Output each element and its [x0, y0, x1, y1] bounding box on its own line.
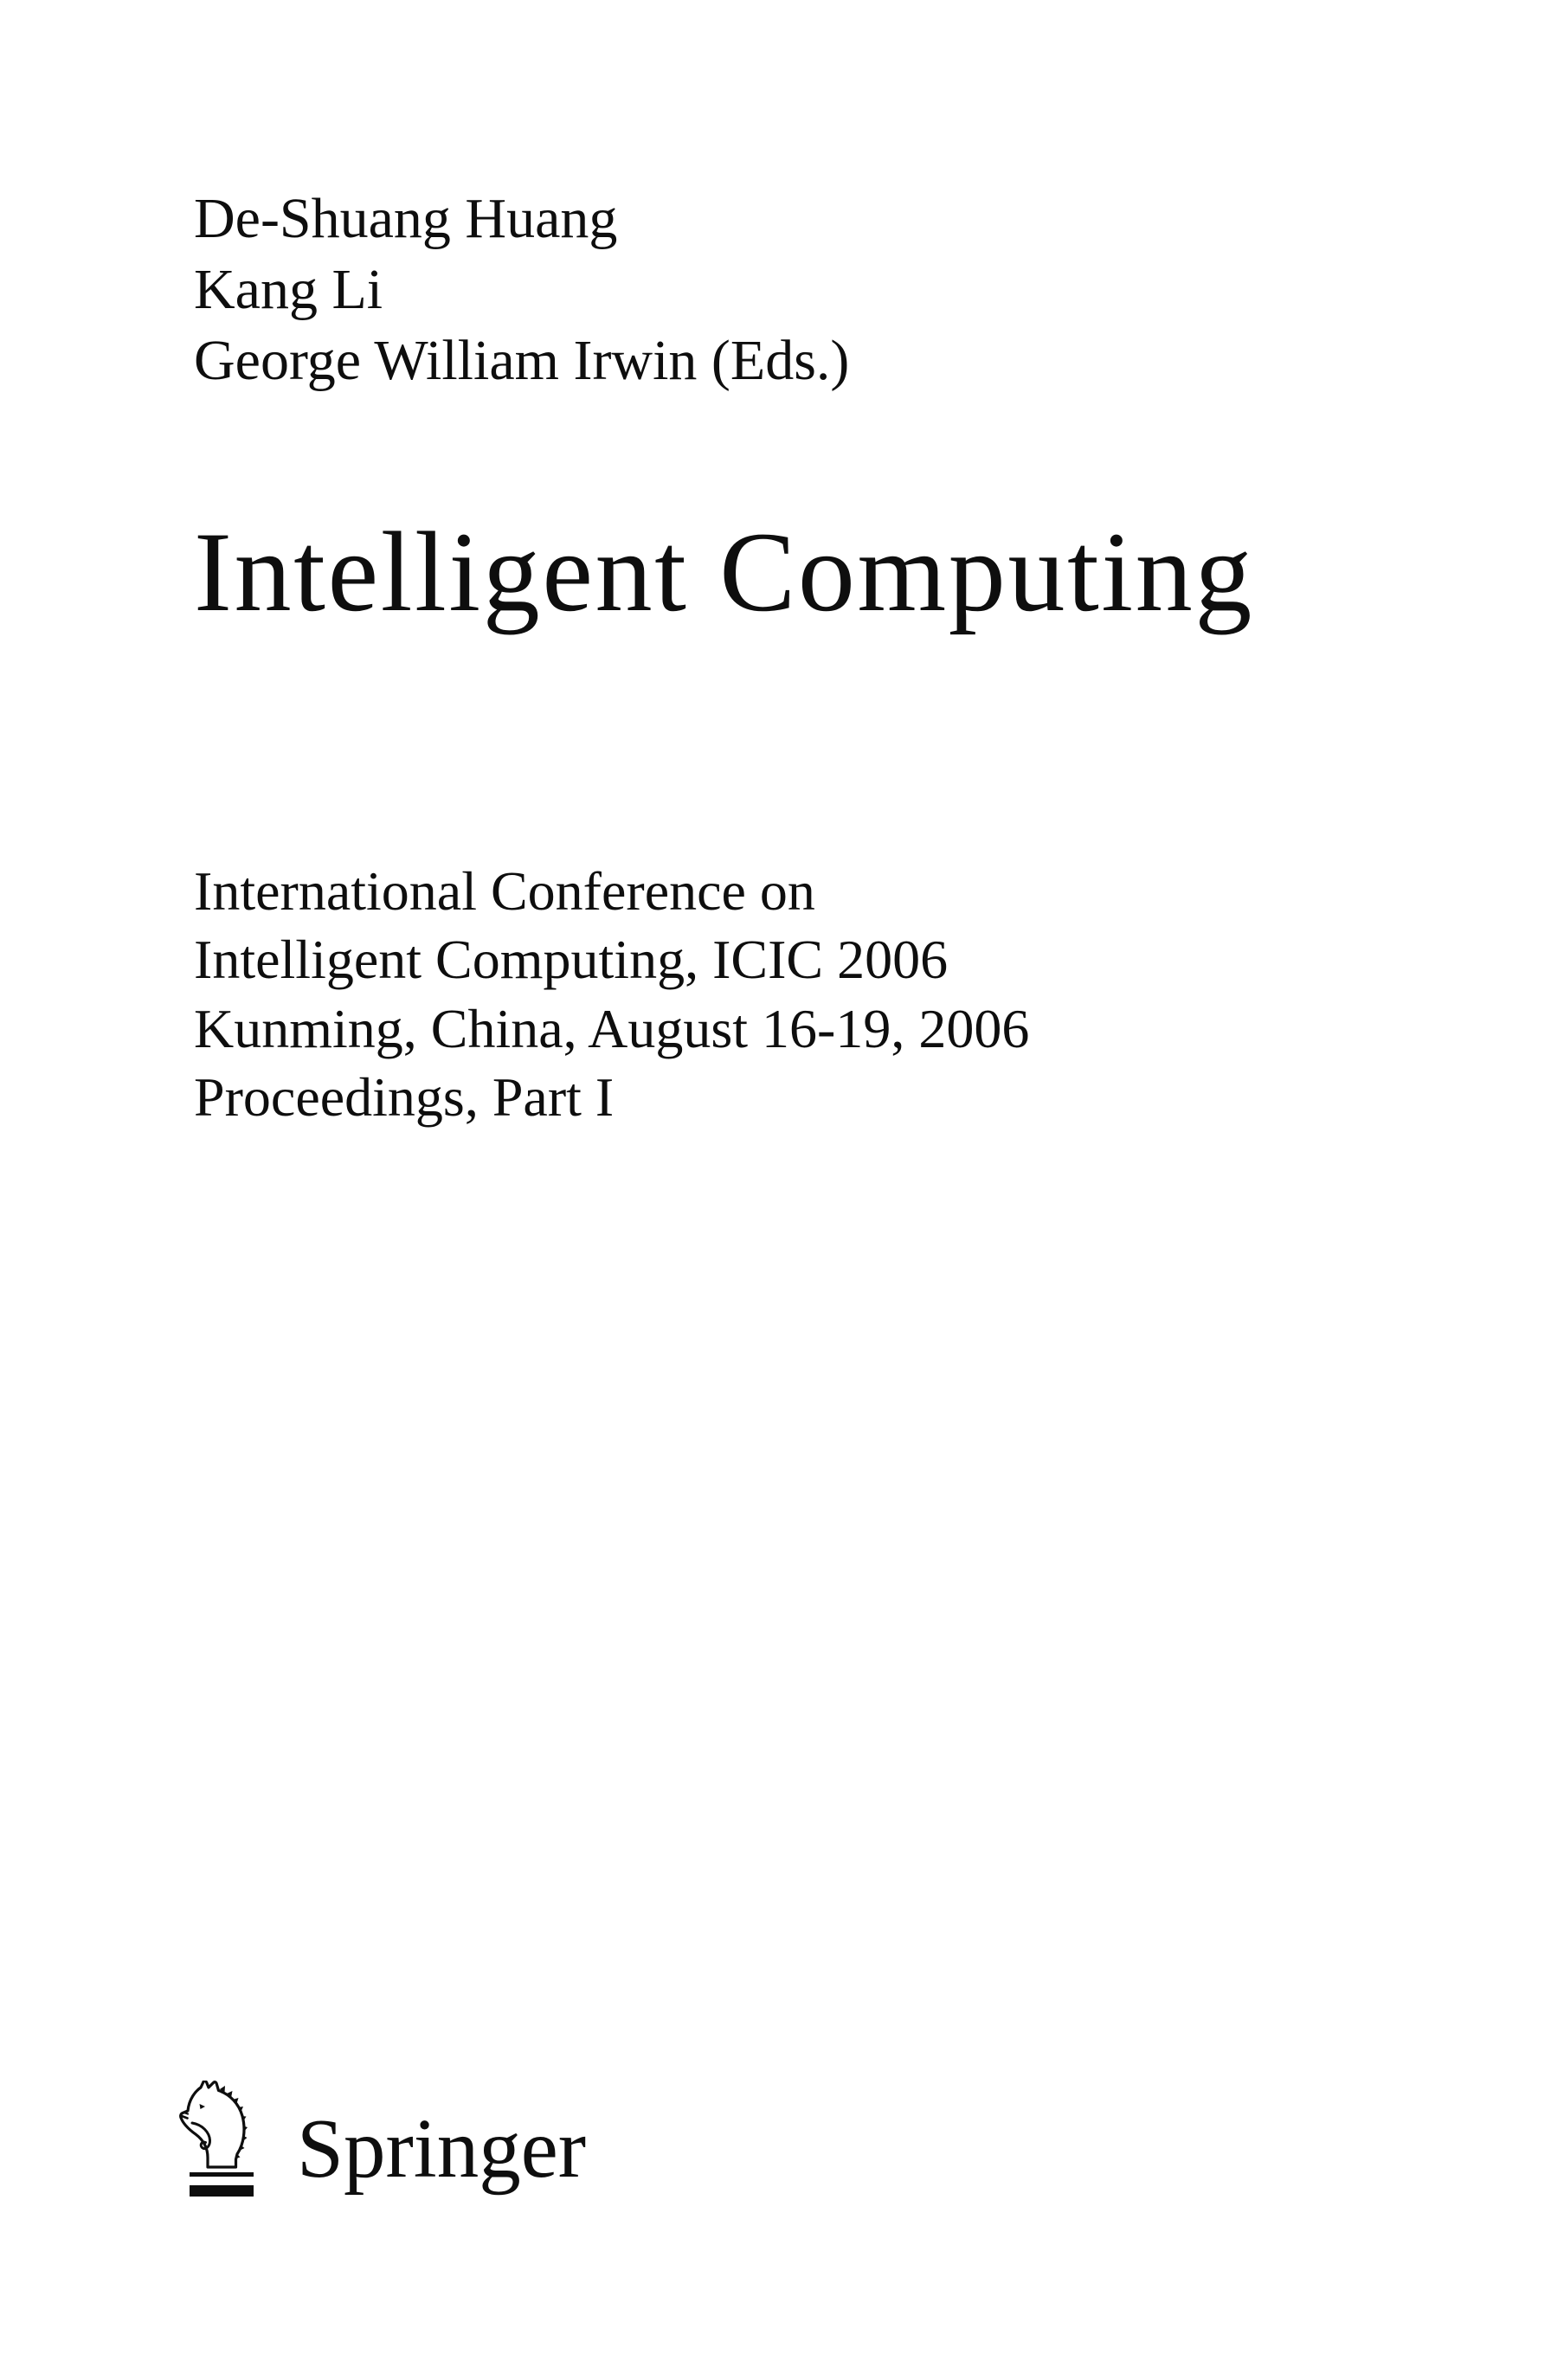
subtitle-line: Kunming, China, August 16-19, 2006	[194, 997, 1030, 1059]
book-title: Intelligent Computing	[194, 508, 1255, 635]
springer-logo	[179, 2081, 257, 2197]
publisher-wordmark: Springer	[297, 2102, 587, 2195]
editor-name: Kang Li	[194, 257, 383, 321]
editor-name: De-Shuang Huang	[194, 187, 618, 250]
logo-thin-rule	[190, 2172, 254, 2177]
subtitle-line: Intelligent Computing, ICIC 2006	[194, 929, 949, 991]
subtitle-line: Proceedings, Part I	[194, 1066, 615, 1129]
logo-thick-bar	[190, 2185, 254, 2197]
subtitle-block	[194, 857, 1029, 1131]
editors-block	[194, 183, 849, 396]
chess-knight-horse-icon	[179, 2081, 257, 2171]
publisher-block	[179, 2081, 586, 2197]
subtitle-line: International Conference on	[194, 860, 815, 922]
editor-name: George William Irwin (Eds.)	[194, 328, 850, 392]
